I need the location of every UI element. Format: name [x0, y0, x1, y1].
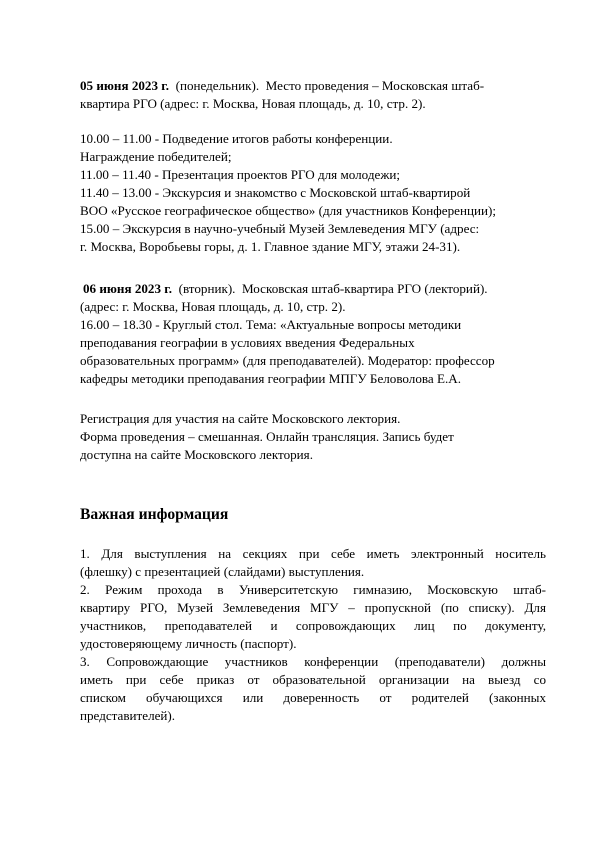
- day1-schedule-line: ВОО «Русское географическое общество» (для участников Конференции);: [80, 203, 496, 218]
- important-line: 3. Сопровождающие участников конференции (преподаватели) должны: [80, 654, 546, 669]
- important-line: иметь при себе приказ от образовательной организации на выезд со: [80, 672, 546, 687]
- important-line: 2. Режим прохода в Университетскую гимназию, Московскую штаб-: [80, 582, 546, 597]
- day1-schedule-line: Награждение победителей;: [80, 149, 232, 164]
- day1-schedule-line: 11.00 – 11.40 - Презентация проектов РГО для молодежи;: [80, 167, 401, 182]
- day2-header-rest: (вторник). Московская штаб-квартира РГО (лекторий).: [172, 281, 488, 296]
- day1-schedule-line: 15.00 – Экскурсия в научно-учебный Музей Землеведения МГУ (адрес:: [80, 221, 480, 236]
- day1-venue: квартира РГО (адрес: г. Москва, Новая площадь, д. 10, стр. 2).: [80, 96, 426, 111]
- day1-date: 05 июня 2023 г.: [80, 78, 170, 93]
- day2-line: (адрес: г. Москва, Новая площадь, д. 10, стр. 2).: [80, 299, 346, 314]
- important-line: представителей).: [80, 708, 176, 723]
- day2-header: [83, 280, 488, 298]
- important-line: удостоверяющему личность (паспорт).: [80, 636, 297, 651]
- registration-line: Форма проведения – смешанная. Онлайн трансляция. Запись будет: [80, 429, 454, 444]
- important-line: 1. Для выступления на секциях при себе иметь электронный носитель: [80, 546, 546, 561]
- important-line: квартиру РГО, Музей Землеведения МГУ – пропускной (по списку). Для: [80, 600, 546, 615]
- day2-line: преподавания географии в условиях введения Федеральных: [80, 335, 415, 350]
- day1-schedule-line: г. Москва, Воробьевы горы, д. 1. Главное здание МГУ, этажи 24-31).: [80, 239, 461, 254]
- registration-line: доступна на сайте Московского лектория.: [80, 447, 313, 462]
- day2-line: кафедры методики преподавания географии МПГУ Беловолова Е.А.: [80, 371, 461, 386]
- important-line: списком обучающихся или доверенность от родителей (законных: [80, 690, 546, 705]
- important-line: (флешку) с презентацией (слайдами) выступления.: [80, 564, 365, 579]
- day2-date: 06 июня 2023 г.: [83, 281, 173, 296]
- day1-schedule-line: 10.00 – 11.00 - Подведение итогов работы конференции.: [80, 131, 393, 146]
- day2-line: 16.00 – 18.30 - Круглый стол. Тема: «Актуальные вопросы методики: [80, 317, 462, 332]
- registration-line: Регистрация для участия на сайте Московского лектория.: [80, 411, 401, 426]
- day2-line: образовательных программ» (для преподавателей). Модератор: профессор: [80, 353, 495, 368]
- important-heading: Важная информация: [80, 506, 229, 523]
- day1-header: [80, 77, 484, 95]
- day1-header-rest: (понедельник). Место проведения – Московская штаб-: [169, 78, 485, 93]
- important-line: участников, преподавателей и сопровождающих лиц по документу,: [80, 618, 546, 633]
- day1-schedule-line: 11.40 – 13.00 - Экскурсия и знакомство с Московской штаб-квартирой: [80, 185, 471, 200]
